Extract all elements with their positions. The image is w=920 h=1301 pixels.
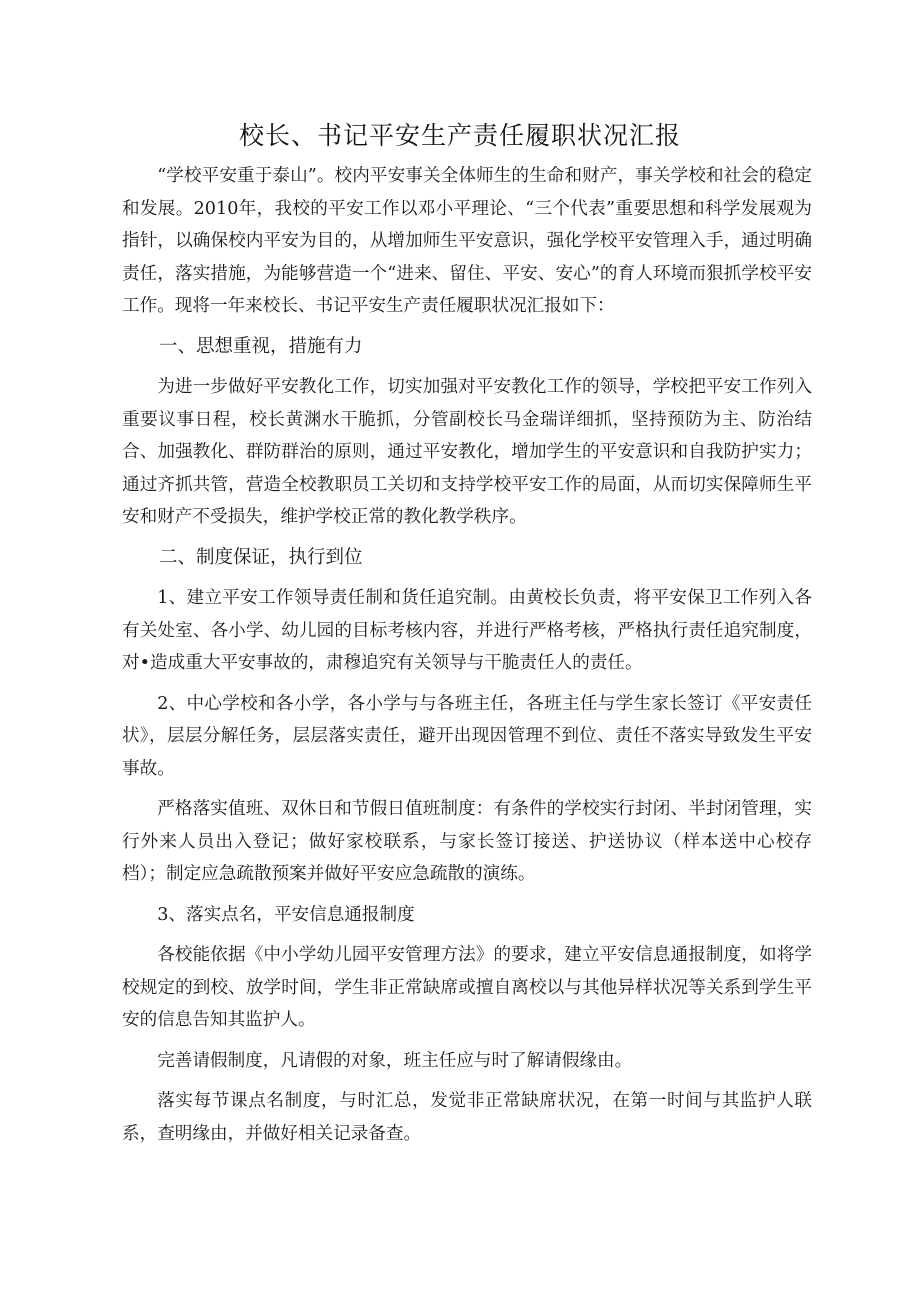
section-1-paragraph: 为进一步做好平安教化工作，切实加强对平安教化工作的领导，学校把平安工作列入重要议事日程，校长黄渊水干脆抓，分管副校长马金瑞详细抓，坚持预防为主、防治结合、加强教化、群防群治的原则，通过平安教化，增加学生的平安意识和自我防护实力；通过齐抓共管，营造全校教职员工关切和支持学校平安工作的局面，从而切实保障师生平安和财产不受损失，维护学校正常的教化教学秩序。: [122, 377, 812, 527]
section-2-item-1: 1、建立平安工作领导责任制和货任追究制。由黄校长负责，将平安保卫工作列入各有关处室、各小学、幼儿园的目标考核内容，并进行严格考核，严格执行责任追究制度，对•造成重大平安事故的，肃穆追究有关领导与干脆责任人的责任。: [122, 588, 812, 673]
document-title: 校长、书记平安生产责任履职状况汇报: [238, 121, 681, 150]
duty-paragraph: 严格落实值班、双休日和节假日值班制度：有条件的学校实行封闭、半封闭管理，实行外来人员出入登记；做好家校联系，与家长签订接送、护送协议（样本送中心校存档）；制定应急疏散预案并做好平安应急疏散的演练。: [122, 799, 812, 884]
intro-paragraph: “学校平安重于泰山”。校内平安事关全体师生的生命和财产，事关学校和社会的稳定和发展。2010年，我校的平安工作以邓小平理论、“三个代表”重要思想和科学发展观为指针，以确保校内平安为目的，从增加师生平安意识，强化学校平安管理入手，通过明确责任，落实措施，为能够营造一个“进来、留住、平安、安心”的育人环境而狠抓学校平安工作。现将一年来校长、书记平安生产责任履职状况汇报如下：: [122, 166, 812, 316]
section-2-item-3: 3、落实点名，平安信息通报制度: [157, 904, 415, 925]
item-3-paragraph-2: 完善请假制度，凡请假的对象，班主任应与时了解请假缘由。: [157, 1050, 633, 1071]
item-3-paragraph-1: 各校能依据《中小学幼儿园平安管理方法》的要求，建立平安信息通报制度，如将学校规定的到校、放学时间，学生非正常缺席或擅自离校以与其他异样状况等关系到学生平安的信息告知其监护人。: [122, 945, 812, 1030]
item-3-paragraph-3: 落实每节课点名制度，与时汇总，发觉非正常缺席状况，在第一时间与其监护人联系，查明缘由，并做好相关记录备查。: [122, 1091, 812, 1144]
document-body: [122, 160, 812, 1158]
section-2-item-2: 2、中心学校和各小学，各小学与与各班主任，各班主任与学生家长签订《平安责任状》，层层分解任务，层层落实责任，避开出现因管理不到位、责任不落实导致发生平安事故。: [122, 693, 812, 779]
section-1-heading: 一、思想重视，措施有力: [159, 335, 363, 357]
section-2-heading: 二、制度保证，执行到位: [159, 546, 363, 568]
